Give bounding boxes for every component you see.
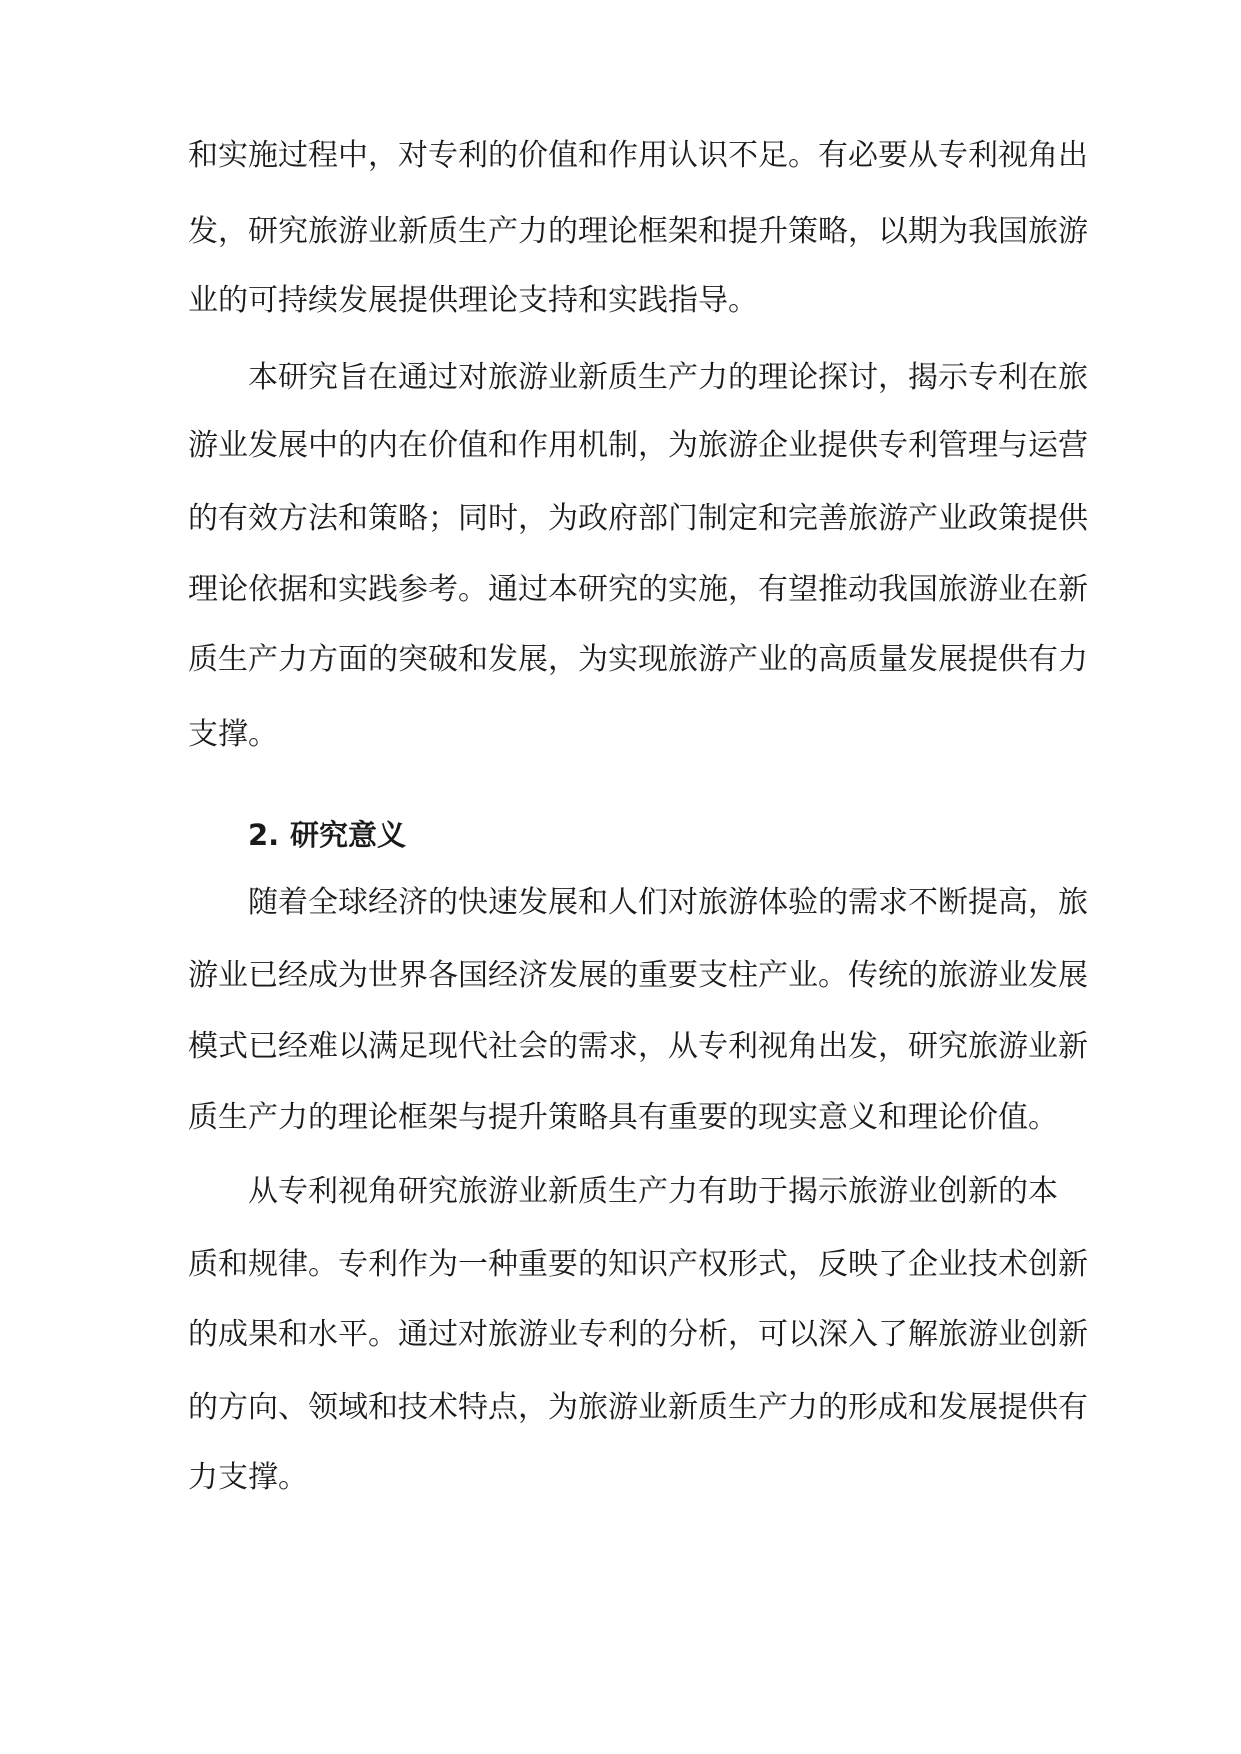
paragraph-3-line-4: 质生产力的理论框架与提升策略具有重要的现实意义和理论价值。 [188, 1100, 1058, 1135]
paragraph-1-line-1: 和实施过程中，对专利的价值和作用认识不足。有必要从专利视角出 [188, 138, 1088, 173]
paragraph-2-line-6: 支撑。 [188, 717, 278, 752]
paragraph-1-line-2: 发，研究旅游业新质生产力的理论框架和提升策略，以期为我国旅游 [188, 214, 1088, 249]
paragraph-2-line-4: 理论依据和实践参考。通过本研究的实施，有望推动我国旅游业在新 [188, 572, 1088, 607]
paragraph-4-line-4: 的方向、领域和技术特点，为旅游业新质生产力的形成和发展提供有 [188, 1390, 1088, 1425]
paragraph-2-line-1: 本研究旨在通过对旅游业新质生产力的理论探讨，揭示专利在旅 [248, 360, 1088, 395]
paragraph-4-line-2: 质和规律。专利作为一种重要的知识产权形式，反映了企业技术创新 [188, 1247, 1088, 1282]
paragraph-2-line-2: 游业发展中的内在价值和作用机制，为旅游企业提供专利管理与运营 [188, 428, 1088, 463]
paragraph-1-line-3: 业的可持续发展提供理论支持和实践指导。 [188, 283, 758, 318]
paragraph-4-line-5: 力支撑。 [188, 1460, 308, 1495]
section-title: 研究意义 [290, 818, 407, 852]
section-number: 2. [248, 818, 280, 852]
paragraph-3-line-2: 游业已经成为世界各国经济发展的重要支柱产业。传统的旅游业发展 [188, 958, 1088, 993]
section-heading [248, 815, 406, 855]
paragraph-2-line-3: 的有效方法和策略；同时，为政府部门制定和完善旅游产业政策提供 [188, 501, 1088, 536]
paragraph-2-line-5: 质生产力方面的突破和发展，为实现旅游产业的高质量发展提供有力 [188, 642, 1088, 677]
paragraph-4-line-3: 的成果和水平。通过对旅游业专利的分析，可以深入了解旅游业创新 [188, 1317, 1088, 1352]
paragraph-4-line-1: 从专利视角研究旅游业新质生产力有助于揭示旅游业创新的本 [248, 1174, 1058, 1209]
paragraph-3-line-1: 随着全球经济的快速发展和人们对旅游体验的需求不断提高，旅 [248, 885, 1088, 920]
paragraph-3-line-3: 模式已经难以满足现代社会的需求，从专利视角出发，研究旅游业新 [188, 1029, 1088, 1064]
